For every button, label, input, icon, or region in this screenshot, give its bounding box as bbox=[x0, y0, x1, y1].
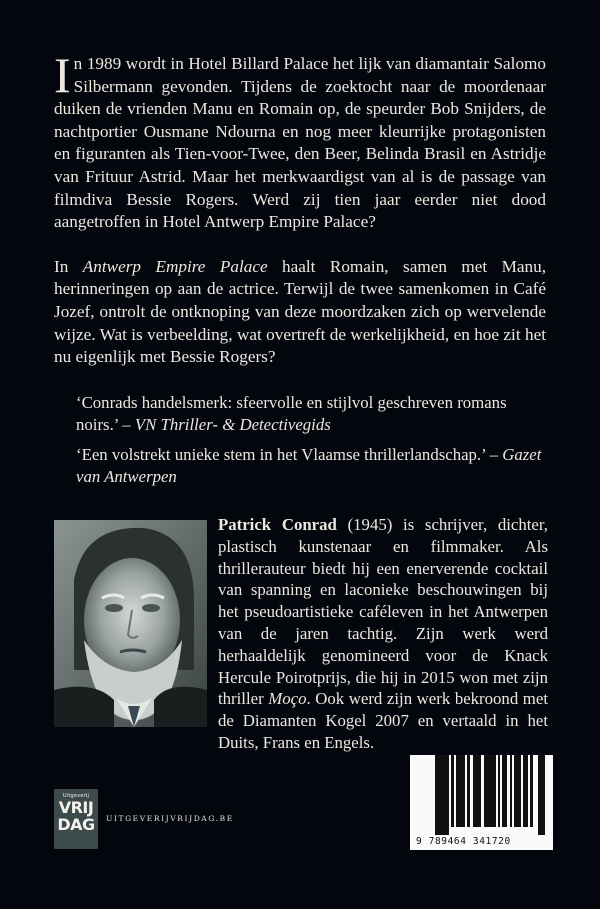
synopsis-paragraph-2-rest: haalt Romain, samen met Manu, herinneringen op aan de actrice. Terwijl de twee samenkomen in Café Jozef, ontrolt de ontknoping van deze moordzaken zich op wervelende wijze. Wat is verbeelding, wat overtreft de werkelijkheid, en hoe zit het nu eigenlijk met Bessie Rogers? bbox=[54, 256, 546, 367]
press-quote bbox=[76, 444, 546, 488]
logo-line-2: DAG bbox=[57, 815, 95, 834]
author-bio-text-1: (1945) is schrijver, dichter, plastisch kunstenaar en filmmaker. Als thrillerauteur biedt hij een enerverende cocktail van spanning en laconieke beschouwingen bij het pseudoartistieke caféleven in het Antwerpen van de jaren tachtig. Zijn werk werd herhaaldelijk genomineerd voor de Knack Hercule Poirotprijs, die hij in 2015 won met zijn thriller bbox=[218, 515, 548, 709]
logo-line-1: VRIJ bbox=[58, 798, 94, 817]
author-bio bbox=[218, 514, 548, 754]
book-title-italic: Antwerp Empire Palace bbox=[82, 256, 268, 276]
publisher-website: UITGEVERIJVRIJDAG.BE bbox=[106, 814, 234, 823]
author-photo bbox=[54, 520, 207, 727]
quote-text: ‘Een volstrekt unieke stem in het Vlaamse thrillerlandschap.’ – bbox=[76, 445, 503, 464]
synopsis-paragraph-2 bbox=[54, 256, 546, 369]
publisher-logo bbox=[54, 789, 98, 849]
logo-small-text: Uitgeverij bbox=[62, 793, 90, 799]
synopsis-paragraph-1 bbox=[54, 47, 546, 234]
isbn-number: 9 789464 341720 bbox=[416, 836, 511, 847]
press-quote bbox=[76, 392, 546, 436]
award-book-title: Moço bbox=[268, 689, 307, 709]
drop-cap: I bbox=[54, 47, 71, 103]
press-quotes bbox=[76, 392, 546, 496]
quote-source: Gazet van Antwerpen bbox=[76, 445, 542, 486]
barcode-bars bbox=[418, 755, 545, 835]
synopsis-paragraph-2-prefix: In bbox=[54, 256, 83, 276]
quote-text: ‘Conrads handelsmerk: sfeervolle en stijlvol geschreven romans noirs.’ – bbox=[76, 393, 507, 434]
author-bio-text-2: . Ook werd zijn werk bekroond met de Diamanten Kogel 2007 en vertaald in het Duits, Frans en Engels. bbox=[218, 689, 548, 752]
isbn-barcode bbox=[410, 755, 553, 850]
synopsis-paragraph-1-text: n 1989 wordt in Hotel Billard Palace het lijk van diamantair Salomo Silbermann gevonden. Tijdens de zoektocht naar de moordenaar duiken de vrienden Manu en Romain op, de speurder Bob Snijders, de nachtportier Ousmane Ndourna en nog meer kleurrijke protagonisten en figuranten als Tien-voor-Twee, den Beer, Belinda Brasil en Astridje van Frituur Astrid. Maar het merkwaardigst van al is de passage van filmdiva Bessie Rogers. Werd zij tien jaar eerder niet dood aangetroffen in Hotel Antwerp Empire Palace? bbox=[54, 54, 546, 232]
author-name: Patrick Conrad bbox=[218, 515, 337, 534]
portrait-illustration bbox=[54, 520, 207, 727]
synopsis bbox=[54, 47, 546, 369]
quote-source: VN Thriller- & Detectivegids bbox=[134, 415, 331, 434]
